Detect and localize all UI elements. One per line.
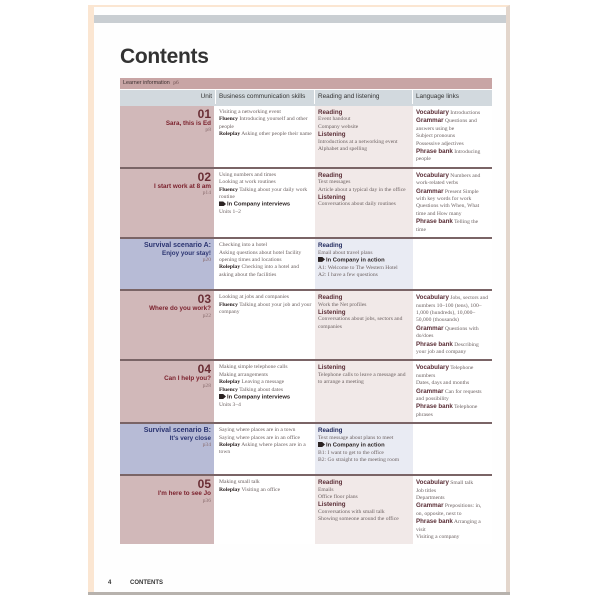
cell-line [318, 146, 410, 153]
page-title: Contents [120, 45, 209, 68]
cell-text: Asking where places are in a town [219, 442, 306, 456]
header-skills: Business communication skills [216, 90, 315, 104]
cell-line [219, 487, 312, 494]
cell-line [416, 141, 489, 148]
keyword-label: Vocabulary [416, 364, 449, 372]
reading-listening-cell [315, 239, 413, 289]
cell-text: Text message about plans to meet [318, 434, 394, 441]
section-heading: Reading [318, 171, 343, 179]
cell-line [219, 379, 312, 386]
header-unit: Unit [120, 90, 216, 104]
cell-line [318, 201, 410, 208]
keyword-label: Roleplay [219, 379, 241, 386]
cell-line [219, 131, 312, 138]
cell-text: Small talk [448, 480, 474, 487]
contents-table [120, 78, 492, 544]
unit-page-number: p8 [205, 127, 211, 134]
cell-line [416, 518, 489, 534]
cell-text: Introducing yourself and other people [219, 116, 308, 130]
in-company-label: In Company interviews [227, 394, 291, 401]
skills-cell [216, 291, 315, 359]
unit-title: It's very close [169, 434, 211, 442]
unit-rows [120, 104, 492, 544]
cell-line [318, 516, 410, 523]
cell-text: Visiting a networking event [219, 109, 281, 115]
unit-title: I'm here to see Jo [158, 490, 211, 498]
keyword-label: Phrase bank [416, 518, 453, 526]
cell-text: Visiting an office [240, 486, 281, 493]
cell-line [318, 494, 410, 501]
cell-text: Saying where places are in an office [219, 434, 300, 441]
unit-page-number: p28 [202, 382, 211, 389]
skills-cell [216, 106, 315, 167]
keyword-label: Roleplay [219, 131, 241, 138]
keyword-label: Phrase bank [416, 403, 453, 411]
cell-line [318, 442, 410, 450]
cell-text: Conversations about jobs, sectors and companies [318, 316, 403, 330]
keyword-label: Fluency [219, 386, 238, 393]
cell-text: Using numbers and times [219, 171, 277, 178]
keyword-label: Fluency [219, 301, 238, 308]
unit-page-number: p34 [202, 442, 211, 448]
unit-title: Enjoy your stay! [162, 249, 211, 257]
reading-listening-cell [315, 106, 413, 167]
cell-text: Emails [318, 486, 334, 493]
unit-number: 05 [197, 477, 211, 492]
keyword-label: Phrase bank [416, 148, 453, 156]
cell-line [219, 172, 312, 179]
cell-line [416, 534, 489, 541]
header-language: Language links [416, 93, 459, 100]
cell-line [318, 257, 410, 265]
cell-line [416, 341, 489, 357]
cell-text: Can for requests and possibility [416, 388, 482, 402]
keyword-label: Vocabulary [416, 479, 449, 487]
cell-text: Making small talk [219, 479, 260, 486]
unit-title: I start work at 8 am [153, 182, 211, 190]
keyword-label: Grammar [416, 117, 444, 125]
unit-row [120, 359, 492, 422]
keyword-label: Fluency [219, 116, 238, 123]
section-heading: Listening [318, 501, 346, 509]
cell-text: Describing your job and company [416, 341, 479, 355]
cell-text: Telephone calls to leave a message and to arrange a meeting [318, 371, 406, 386]
cell-text: Introducing people [416, 149, 481, 163]
cell-line [318, 372, 410, 387]
cell-line [219, 402, 312, 409]
scenario-label: Survival scenario B: [143, 427, 211, 435]
language-links-cell [413, 291, 492, 359]
unit-title: Where do you work? [149, 305, 211, 313]
unit-cell [120, 291, 216, 359]
in-company-video-icon [219, 394, 226, 399]
cell-line [219, 264, 312, 279]
learner-information-bar [120, 78, 492, 89]
cell-line [219, 302, 312, 317]
cell-text: Jobs, sectors and numbers 10–100 (tens), 100–1,000 (hundreds), 10,000–50,000 (thousands) [416, 295, 489, 324]
cell-line [318, 250, 410, 257]
cell-line [318, 450, 410, 457]
cell-text: Talking about dates [237, 386, 283, 393]
keyword-label: Vocabulary [416, 294, 449, 302]
skills-cell [216, 169, 315, 237]
cell-text: Introductions [448, 110, 481, 116]
cell-text: Units 1–2 [219, 209, 241, 216]
keyword-label: Phrase bank [416, 340, 453, 348]
unit-cell [120, 106, 216, 167]
cell-text: Visiting a company [416, 534, 460, 541]
cell-line [416, 495, 489, 502]
cell-line [219, 427, 312, 434]
keyword-label: Vocabulary [416, 171, 449, 179]
unit-cell [120, 239, 216, 289]
cell-text: Making simple telephone calls [219, 364, 288, 371]
unit-row [120, 289, 492, 359]
cell-line [318, 435, 410, 442]
cell-text: Checking into a hotel [219, 242, 268, 249]
cell-line [416, 188, 489, 204]
cell-text: Questions with do/does [416, 325, 479, 340]
cell-line [219, 394, 312, 402]
cell-line [318, 457, 410, 464]
cell-text: Text messages [318, 179, 351, 186]
cell-line [219, 201, 312, 209]
cell-text: Event handout [318, 116, 351, 123]
cell-text: Subject pronouns [416, 133, 455, 140]
cell-line [318, 487, 410, 494]
cell-line [416, 479, 489, 487]
cell-text: Telephone phrases [416, 404, 478, 418]
survival-scenario-row [120, 237, 492, 289]
unit-title: Can I help you? [164, 375, 211, 383]
unit-number: 01 [197, 107, 211, 121]
cell-line [219, 179, 312, 186]
unit-page-number: p22 [202, 312, 211, 319]
language-links-cell [413, 476, 492, 544]
cell-line [318, 124, 410, 131]
cell-text: Looking at work routines [219, 179, 276, 186]
cell-line [219, 442, 312, 457]
skills-cell [216, 424, 315, 474]
learner-information-page: p6 [173, 80, 179, 86]
section-heading: Reading [318, 109, 343, 116]
cell-line [416, 133, 489, 140]
cell-text: Job titles [416, 487, 437, 494]
in-company-label: In Company in action [326, 442, 385, 449]
keyword-label: Fluency [219, 186, 238, 193]
unit-row [120, 104, 492, 167]
cell-line [219, 364, 312, 371]
cell-line [318, 139, 410, 146]
cell-text: Alphabet and spelling [318, 146, 368, 153]
unit-cell [120, 476, 216, 544]
unit-page-number: p14 [202, 190, 211, 197]
keyword-label: Roleplay [219, 486, 241, 493]
cell-text: Arranging a visit [416, 519, 481, 533]
cell-text: Units 3–4 [219, 401, 241, 408]
cell-text: Numbers and work-related verbs [416, 172, 481, 187]
cell-text: Saying where places are in a town [219, 427, 296, 434]
keyword-label: Vocabulary [416, 109, 449, 116]
unit-row [120, 474, 492, 544]
cell-line [318, 302, 410, 309]
unit-cell [120, 424, 216, 474]
header-reading: Reading and listening [315, 90, 413, 104]
cell-line [416, 325, 489, 341]
section-heading: Reading [318, 427, 343, 435]
language-links-cell [413, 361, 492, 422]
cell-text: Email about travel plans [318, 249, 373, 256]
cell-line [318, 187, 410, 194]
skills-cell [216, 239, 315, 289]
reading-listening-cell [315, 476, 413, 544]
cell-text: Questions with When, What time and How many [416, 203, 480, 217]
section-heading: Listening [318, 308, 346, 316]
skills-cell [216, 361, 315, 422]
cell-text: Dates, days and months [416, 380, 470, 387]
cell-text: A2: I have a few questions [318, 272, 378, 279]
cell-text: Introductions at a networking event [318, 138, 398, 145]
cell-text: Telephone numbers [416, 365, 474, 379]
language-links-cell [413, 424, 492, 474]
cell-text: Leaving a message [240, 379, 285, 386]
reading-listening-cell [315, 291, 413, 359]
cell-text: Departments [416, 495, 445, 501]
unit-number: 03 [197, 292, 211, 307]
in-company-label: In Company in action [326, 257, 385, 264]
cell-line [416, 172, 489, 188]
cell-text: Conversations about daily routines [318, 201, 396, 208]
cell-line [416, 148, 489, 164]
keyword-label: Roleplay [219, 264, 241, 271]
cell-line [416, 109, 489, 117]
cell-line [219, 187, 312, 202]
page-footer [108, 580, 163, 586]
unit-page-number: p20 [202, 256, 211, 263]
page-top-bar [94, 15, 506, 23]
keyword-label: Roleplay [219, 442, 241, 448]
unit-title: Sara, this is Ed [165, 120, 211, 127]
cell-text: Work the Net profiles [318, 301, 367, 308]
cell-text: Asking other people their name [240, 131, 312, 138]
cell-text: Possessive adjectives [416, 140, 464, 147]
cell-line [219, 435, 312, 442]
cell-text: Checking into a hotel and asking about the facilities [219, 264, 300, 278]
cell-line [318, 272, 410, 279]
in-company-video-icon [318, 257, 325, 262]
unit-number: 04 [197, 362, 211, 377]
skills-cell [216, 476, 315, 544]
keyword-label: Phrase bank [416, 218, 453, 226]
cell-line [219, 387, 312, 394]
cell-line [416, 403, 489, 419]
language-links-cell [413, 239, 492, 289]
reading-listening-cell [315, 361, 413, 422]
section-heading: Listening [318, 194, 346, 202]
cell-text: Talking about your job and your company [219, 301, 312, 315]
cell-line [416, 218, 489, 234]
cell-text: Article about a typical day in the office [318, 186, 406, 193]
cell-line [318, 316, 410, 331]
cell-line [219, 294, 312, 301]
cell-line [416, 502, 489, 518]
language-links-cell [413, 169, 492, 237]
cell-text: Questions and answers using be [416, 118, 477, 132]
cell-line [416, 388, 489, 404]
cell-line [219, 116, 312, 131]
footer-section-label: CONTENTS [130, 580, 164, 586]
cell-text: Making arrangements [219, 371, 268, 378]
learner-information-label: Learner information [123, 80, 170, 86]
cell-text: Company website [318, 123, 359, 130]
in-company-label: In Company interviews [227, 201, 291, 208]
cell-text: B1: I want to get to the office [318, 449, 384, 456]
keyword-label: Grammar [416, 502, 444, 510]
cell-text: Present Simple with key words for work [416, 188, 479, 203]
cell-line [318, 116, 410, 123]
cell-text: Talking about your daily work routine [219, 186, 308, 201]
cell-line [219, 250, 312, 265]
cell-line [416, 380, 489, 387]
cell-line [219, 242, 312, 249]
section-heading: Listening [318, 131, 346, 139]
cell-text: Looking at jobs and companies [219, 294, 289, 301]
cell-line [416, 488, 489, 495]
section-heading: Listening [318, 364, 346, 372]
unit-cell [120, 169, 216, 237]
cell-line [219, 372, 312, 379]
cell-text: Showing someone around the office [318, 516, 399, 523]
survival-scenario-row [120, 422, 492, 474]
cell-line [318, 179, 410, 186]
cell-text: Office floor plans [318, 494, 358, 500]
unit-page-number: p36 [202, 497, 211, 504]
in-company-video-icon [318, 442, 325, 447]
reading-listening-cell [315, 169, 413, 237]
cell-text: Prepositions: in, on, opposite, next to [416, 503, 482, 517]
keyword-label: Grammar [416, 324, 444, 332]
document-page [88, 5, 510, 592]
cell-line [416, 117, 489, 133]
keyword-label: Grammar [416, 387, 444, 395]
cell-line [416, 203, 489, 218]
cell-text: B2: Go straight to the meeting room [318, 457, 400, 464]
cell-line [219, 479, 312, 486]
section-heading: Reading [318, 479, 343, 487]
unit-number: 02 [197, 169, 211, 184]
cell-text: A1: Welcome to The Western Hotel [318, 264, 398, 271]
unit-row [120, 167, 492, 237]
reading-listening-cell [315, 424, 413, 474]
table-header-row [120, 90, 492, 104]
cell-text: Conversations with small talk [318, 508, 385, 515]
cell-text: Asking questions about hotel facility opening times and locations [219, 249, 302, 263]
unit-cell [120, 361, 216, 422]
cell-line [416, 364, 489, 380]
section-heading: Reading [318, 294, 343, 302]
cell-line [416, 294, 489, 325]
page-number: 4 [108, 580, 112, 586]
cell-text: Telling the time [416, 219, 479, 233]
language-links-cell [413, 106, 492, 167]
scenario-label: Survival scenario A: [143, 242, 211, 250]
in-company-video-icon [219, 201, 226, 206]
keyword-label: Grammar [416, 187, 444, 195]
cell-line [219, 209, 312, 216]
section-heading: Reading [318, 242, 343, 250]
